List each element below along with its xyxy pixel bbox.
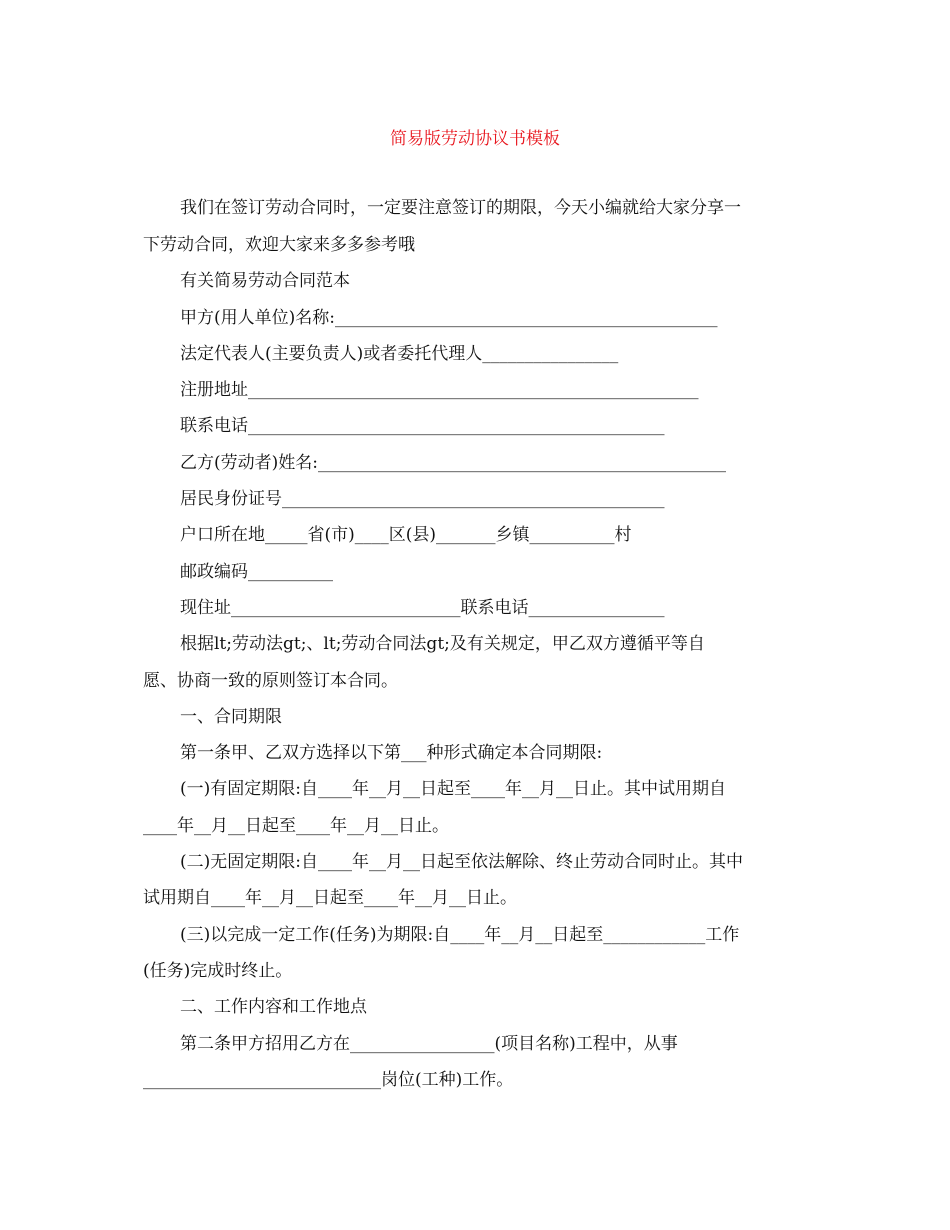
task-term-line-1: (三)以完成一定工作(任务)为期限:自____年__月__日起至____________工作: [180, 925, 740, 945]
article-2-line-2: ____________________________岗位(工种)工作。: [143, 1070, 514, 1090]
household-registration-field: 户口所在地_____省(市)____区(县)_______乡镇__________村: [180, 525, 632, 545]
open-term-line-2: 试用期自____年__月__日起至____年__月__日止。: [143, 888, 517, 908]
fixed-term-line-1: (一)有固定期限:自____年__月__日起至____年__月__日止。其中试用期自: [180, 779, 726, 799]
article-1: 第一条甲、乙双方选择以下第___种形式确定本合同期限:: [180, 743, 603, 763]
id-number-field: 居民身份证号_____________________________________________: [180, 489, 665, 509]
legal-representative-field: 法定代表人(主要负责人)或者委托代理人________________: [180, 344, 619, 364]
section-heading-sample: 有关简易劳动合同范本: [180, 271, 350, 291]
document-title: 简易版劳动协议书模板: [390, 129, 560, 149]
intro-line-2: 下劳动合同，欢迎大家来多多参考哦: [143, 235, 415, 255]
task-term-line-2: (任务)完成时终止。: [143, 961, 293, 981]
section-heading-term: 一、合同期限: [180, 707, 282, 727]
postal-code-field: 邮政编码__________: [180, 562, 333, 582]
party-a-name-field: 甲方(用人单位)名称:_____________________________________________: [180, 308, 718, 328]
basis-line-1: 根据lt;劳动法gt;、lt;劳动合同法gt;及有关规定，甲乙双方遵循平等自: [180, 634, 705, 654]
open-term-line-1: (二)无固定期限:自____年__月__日起至依法解除、终止劳动合同时止。其中: [180, 852, 743, 872]
registered-address-field: 注册地址_____________________________________________________: [180, 380, 699, 400]
party-b-name-field: 乙方(劳动者)姓名:________________________________________________: [180, 453, 726, 473]
intro-line-1: 我们在签订劳动合同时，一定要注意签订的期限，今天小编就给大家分享一: [180, 198, 741, 218]
section-heading-work: 二、工作内容和工作地点: [180, 997, 367, 1017]
fixed-term-line-2: ____年__月__日起至____年__月__日止。: [143, 816, 449, 836]
party-a-phone-field: 联系电话_________________________________________________: [180, 416, 665, 436]
current-address-field: 现住址___________________________联系电话________________: [180, 598, 665, 618]
article-2-line-1: 第二条甲方招用乙方在_________________(项目名称)工程中，从事: [180, 1034, 678, 1054]
basis-line-2: 愿、协商一致的原则签订本合同。: [143, 671, 398, 691]
